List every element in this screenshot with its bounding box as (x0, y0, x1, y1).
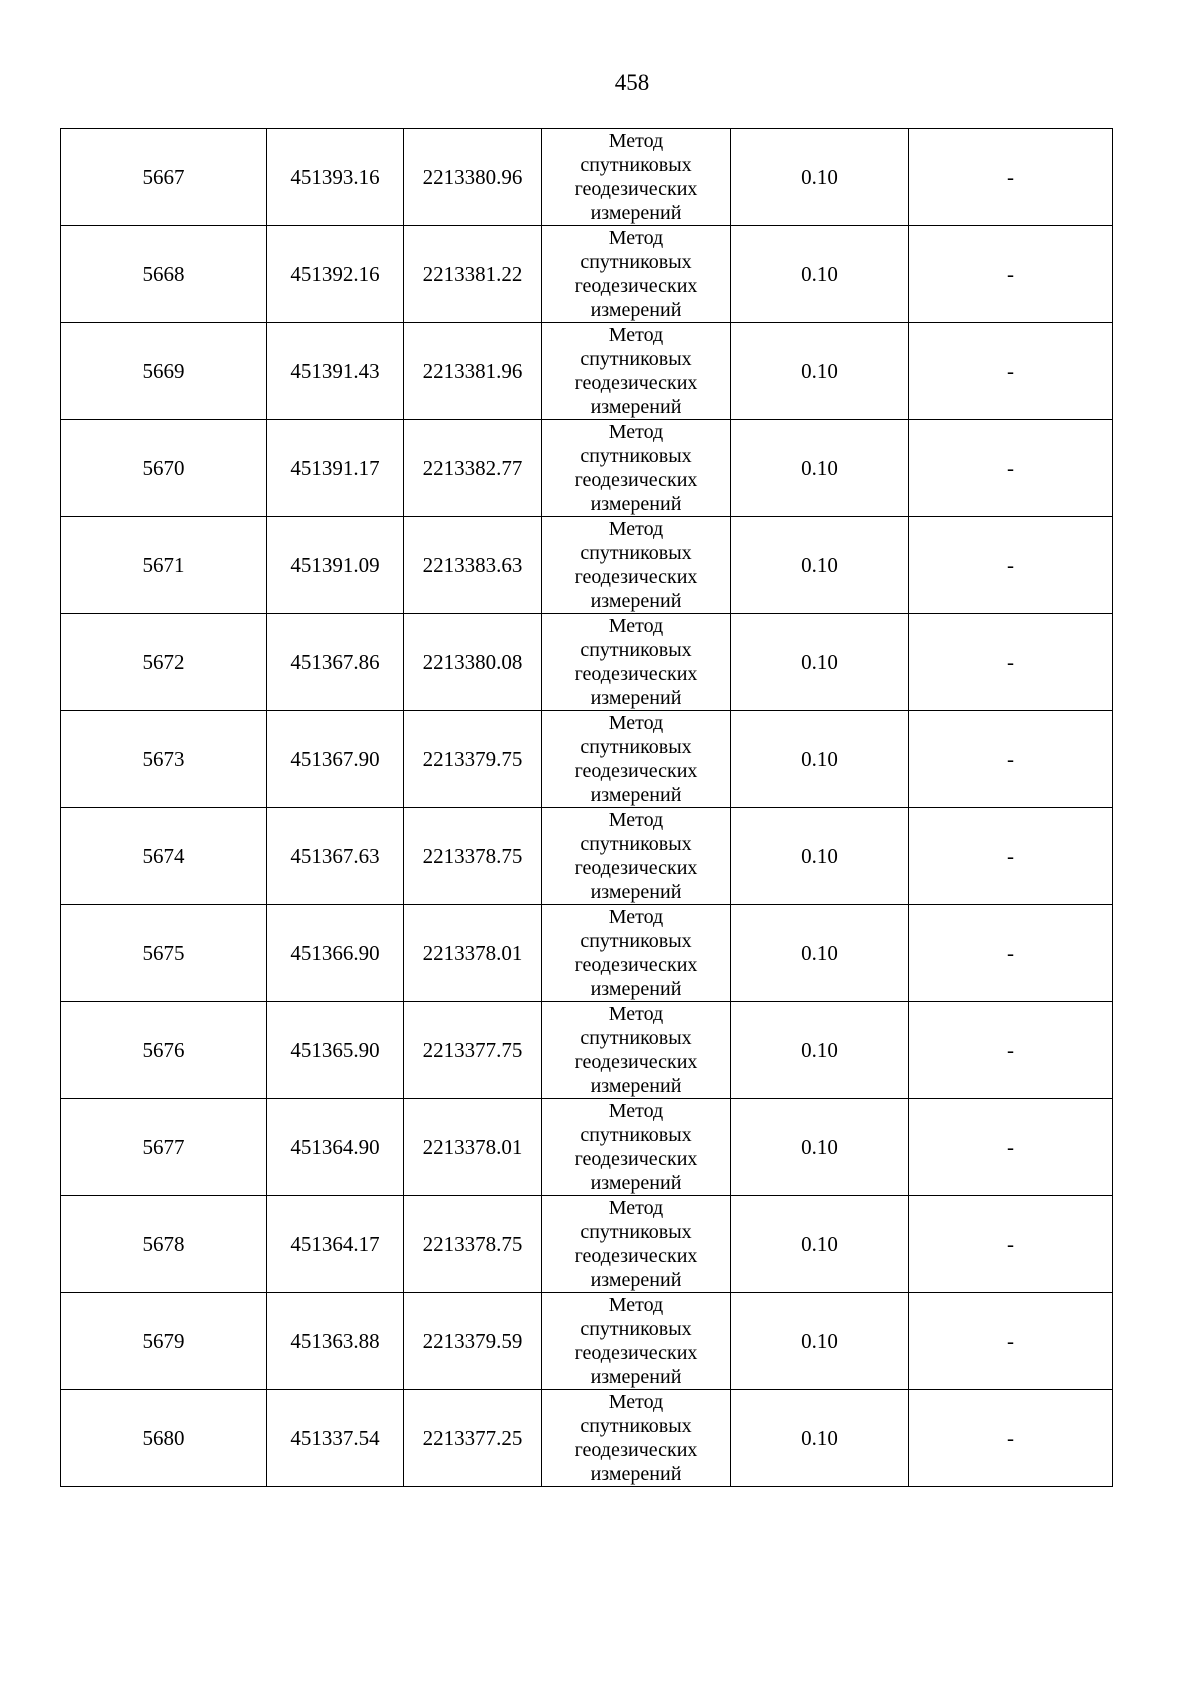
method-text-line: Метод (608, 324, 664, 346)
table-row (61, 905, 1113, 1002)
point-number-cell: 5677 (61, 1099, 267, 1196)
x-coordinate-cell: 451364.17 (267, 1196, 404, 1293)
point-number-cell: 5673 (61, 711, 267, 808)
method-cell (542, 711, 731, 808)
accuracy-cell: 0.10 (731, 1390, 909, 1487)
x-coordinate-cell: 451365.90 (267, 1002, 404, 1099)
x-coordinate-cell: 451367.63 (267, 808, 404, 905)
table-row (61, 1099, 1113, 1196)
method-text-line: спутниковых (580, 154, 692, 176)
accuracy-cell: 0.10 (731, 711, 909, 808)
method-text-line: Метод (608, 518, 664, 540)
note-cell: - (909, 517, 1113, 614)
method-text-line: спутниковых (580, 833, 692, 855)
method-text-line: Метод (608, 421, 664, 443)
method-text-line: Метод (608, 1100, 664, 1122)
y-coordinate-cell: 2213377.75 (404, 1002, 542, 1099)
table-row (61, 808, 1113, 905)
point-number-cell: 5674 (61, 808, 267, 905)
y-coordinate-cell: 2213378.75 (404, 808, 542, 905)
note-cell: - (909, 1390, 1113, 1487)
accuracy-cell: 0.10 (731, 614, 909, 711)
method-text-line: спутниковых (580, 736, 692, 758)
table-row (61, 517, 1113, 614)
method-cell (542, 1002, 731, 1099)
point-number-cell: 5675 (61, 905, 267, 1002)
method-cell (542, 129, 731, 226)
method-text-line: геодезических (574, 469, 698, 491)
method-text-line: Метод (608, 1003, 664, 1025)
y-coordinate-cell: 2213378.75 (404, 1196, 542, 1293)
y-coordinate-cell: 2213381.22 (404, 226, 542, 323)
method-text-line: измерений (590, 493, 682, 515)
method-cell (542, 1099, 731, 1196)
table-body (61, 129, 1113, 1487)
table-row (61, 420, 1113, 517)
y-coordinate-cell: 2213378.01 (404, 1099, 542, 1196)
note-cell: - (909, 905, 1113, 1002)
method-text-line: геодезических (574, 1342, 698, 1364)
x-coordinate-cell: 451391.09 (267, 517, 404, 614)
y-coordinate-cell: 2213380.96 (404, 129, 542, 226)
method-text-line: Метод (608, 1391, 664, 1413)
accuracy-cell: 0.10 (731, 323, 909, 420)
note-cell: - (909, 711, 1113, 808)
method-text-line: спутниковых (580, 1027, 692, 1049)
accuracy-cell: 0.10 (731, 517, 909, 614)
note-cell: - (909, 1196, 1113, 1293)
method-text-line: измерений (590, 881, 682, 903)
point-number-cell: 5672 (61, 614, 267, 711)
note-cell: - (909, 1002, 1113, 1099)
method-text-line: Метод (608, 1197, 664, 1219)
point-number-cell: 5678 (61, 1196, 267, 1293)
method-text-line: измерений (590, 590, 682, 612)
page-number: 458 (614, 70, 650, 95)
method-text-line: спутниковых (580, 1221, 692, 1243)
method-text-line: геодезических (574, 954, 698, 976)
method-text-line: измерений (590, 1269, 682, 1291)
method-text-line: геодезических (574, 760, 698, 782)
note-cell: - (909, 420, 1113, 517)
method-cell (542, 226, 731, 323)
method-text-line: Метод (608, 227, 664, 249)
table-row (61, 1002, 1113, 1099)
method-cell (542, 1293, 731, 1390)
method-text-line: геодезических (574, 1148, 698, 1170)
point-number-cell: 5669 (61, 323, 267, 420)
note-cell: - (909, 323, 1113, 420)
table-row (61, 323, 1113, 420)
x-coordinate-cell: 451367.86 (267, 614, 404, 711)
y-coordinate-cell: 2213383.63 (404, 517, 542, 614)
y-coordinate-cell: 2213378.01 (404, 905, 542, 1002)
method-text-line: измерений (590, 202, 682, 224)
point-number-cell: 5667 (61, 129, 267, 226)
accuracy-cell: 0.10 (731, 1002, 909, 1099)
table-row (61, 1196, 1113, 1293)
table-row (61, 226, 1113, 323)
method-text-line: геодезических (574, 1439, 698, 1461)
method-cell (542, 323, 731, 420)
method-text-line: геодезических (574, 857, 698, 879)
table-row (61, 129, 1113, 226)
y-coordinate-cell: 2213381.96 (404, 323, 542, 420)
note-cell: - (909, 808, 1113, 905)
method-text-line: Метод (608, 130, 664, 152)
method-text-line: спутниковых (580, 1415, 692, 1437)
method-text-line: измерений (590, 396, 682, 418)
method-text-line: спутниковых (580, 445, 692, 467)
table-row (61, 1293, 1113, 1390)
accuracy-cell: 0.10 (731, 129, 909, 226)
method-text-line: Метод (608, 906, 664, 928)
method-cell (542, 808, 731, 905)
method-text-line: измерений (590, 1463, 682, 1485)
method-text-line: измерений (590, 687, 682, 709)
table-row (61, 1390, 1113, 1487)
method-text-line: спутниковых (580, 1124, 692, 1146)
accuracy-cell: 0.10 (731, 905, 909, 1002)
method-text-line: измерений (590, 1366, 682, 1388)
x-coordinate-cell: 451391.17 (267, 420, 404, 517)
method-text-line: Метод (608, 712, 664, 734)
x-coordinate-cell: 451337.54 (267, 1390, 404, 1487)
method-cell (542, 1196, 731, 1293)
x-coordinate-cell: 451363.88 (267, 1293, 404, 1390)
method-text-line: спутниковых (580, 348, 692, 370)
x-coordinate-cell: 451393.16 (267, 129, 404, 226)
note-cell: - (909, 226, 1113, 323)
method-text-line: геодезических (574, 663, 698, 685)
method-text-line: геодезических (574, 1245, 698, 1267)
accuracy-cell: 0.10 (731, 1196, 909, 1293)
method-cell (542, 517, 731, 614)
y-coordinate-cell: 2213379.75 (404, 711, 542, 808)
accuracy-cell: 0.10 (731, 1293, 909, 1390)
y-coordinate-cell: 2213379.59 (404, 1293, 542, 1390)
method-cell (542, 1390, 731, 1487)
method-text-line: спутниковых (580, 1318, 692, 1340)
accuracy-cell: 0.10 (731, 226, 909, 323)
y-coordinate-cell: 2213382.77 (404, 420, 542, 517)
x-coordinate-cell: 451364.90 (267, 1099, 404, 1196)
x-coordinate-cell: 451366.90 (267, 905, 404, 1002)
table-row (61, 711, 1113, 808)
x-coordinate-cell: 451367.90 (267, 711, 404, 808)
table-row (61, 614, 1113, 711)
method-text-line: Метод (608, 809, 664, 831)
method-text-line: Метод (608, 1294, 664, 1316)
method-text-line: спутниковых (580, 542, 692, 564)
note-cell: - (909, 1293, 1113, 1390)
method-text-line: геодезических (574, 372, 698, 394)
method-text-line: измерений (590, 1172, 682, 1194)
method-text-line: спутниковых (580, 251, 692, 273)
coordinates-table (60, 128, 1113, 1487)
note-cell: - (909, 1099, 1113, 1196)
note-cell: - (909, 129, 1113, 226)
x-coordinate-cell: 451392.16 (267, 226, 404, 323)
method-text-line: геодезических (574, 275, 698, 297)
method-text-line: измерений (590, 784, 682, 806)
accuracy-cell: 0.10 (731, 420, 909, 517)
method-cell (542, 905, 731, 1002)
method-text-line: спутниковых (580, 930, 692, 952)
method-text-line: измерений (590, 1075, 682, 1097)
method-text-line: геодезических (574, 178, 698, 200)
method-text-line: спутниковых (580, 639, 692, 661)
point-number-cell: 5679 (61, 1293, 267, 1390)
method-text-line: измерений (590, 299, 682, 321)
method-cell (542, 614, 731, 711)
point-number-cell: 5668 (61, 226, 267, 323)
accuracy-cell: 0.10 (731, 1099, 909, 1196)
note-cell: - (909, 614, 1113, 711)
x-coordinate-cell: 451391.43 (267, 323, 404, 420)
accuracy-cell: 0.10 (731, 808, 909, 905)
point-number-cell: 5671 (61, 517, 267, 614)
method-text-line: геодезических (574, 1051, 698, 1073)
method-text-line: геодезических (574, 566, 698, 588)
point-number-cell: 5680 (61, 1390, 267, 1487)
point-number-cell: 5676 (61, 1002, 267, 1099)
method-cell (542, 420, 731, 517)
method-text-line: Метод (608, 615, 664, 637)
point-number-cell: 5670 (61, 420, 267, 517)
y-coordinate-cell: 2213377.25 (404, 1390, 542, 1487)
y-coordinate-cell: 2213380.08 (404, 614, 542, 711)
method-text-line: измерений (590, 978, 682, 1000)
